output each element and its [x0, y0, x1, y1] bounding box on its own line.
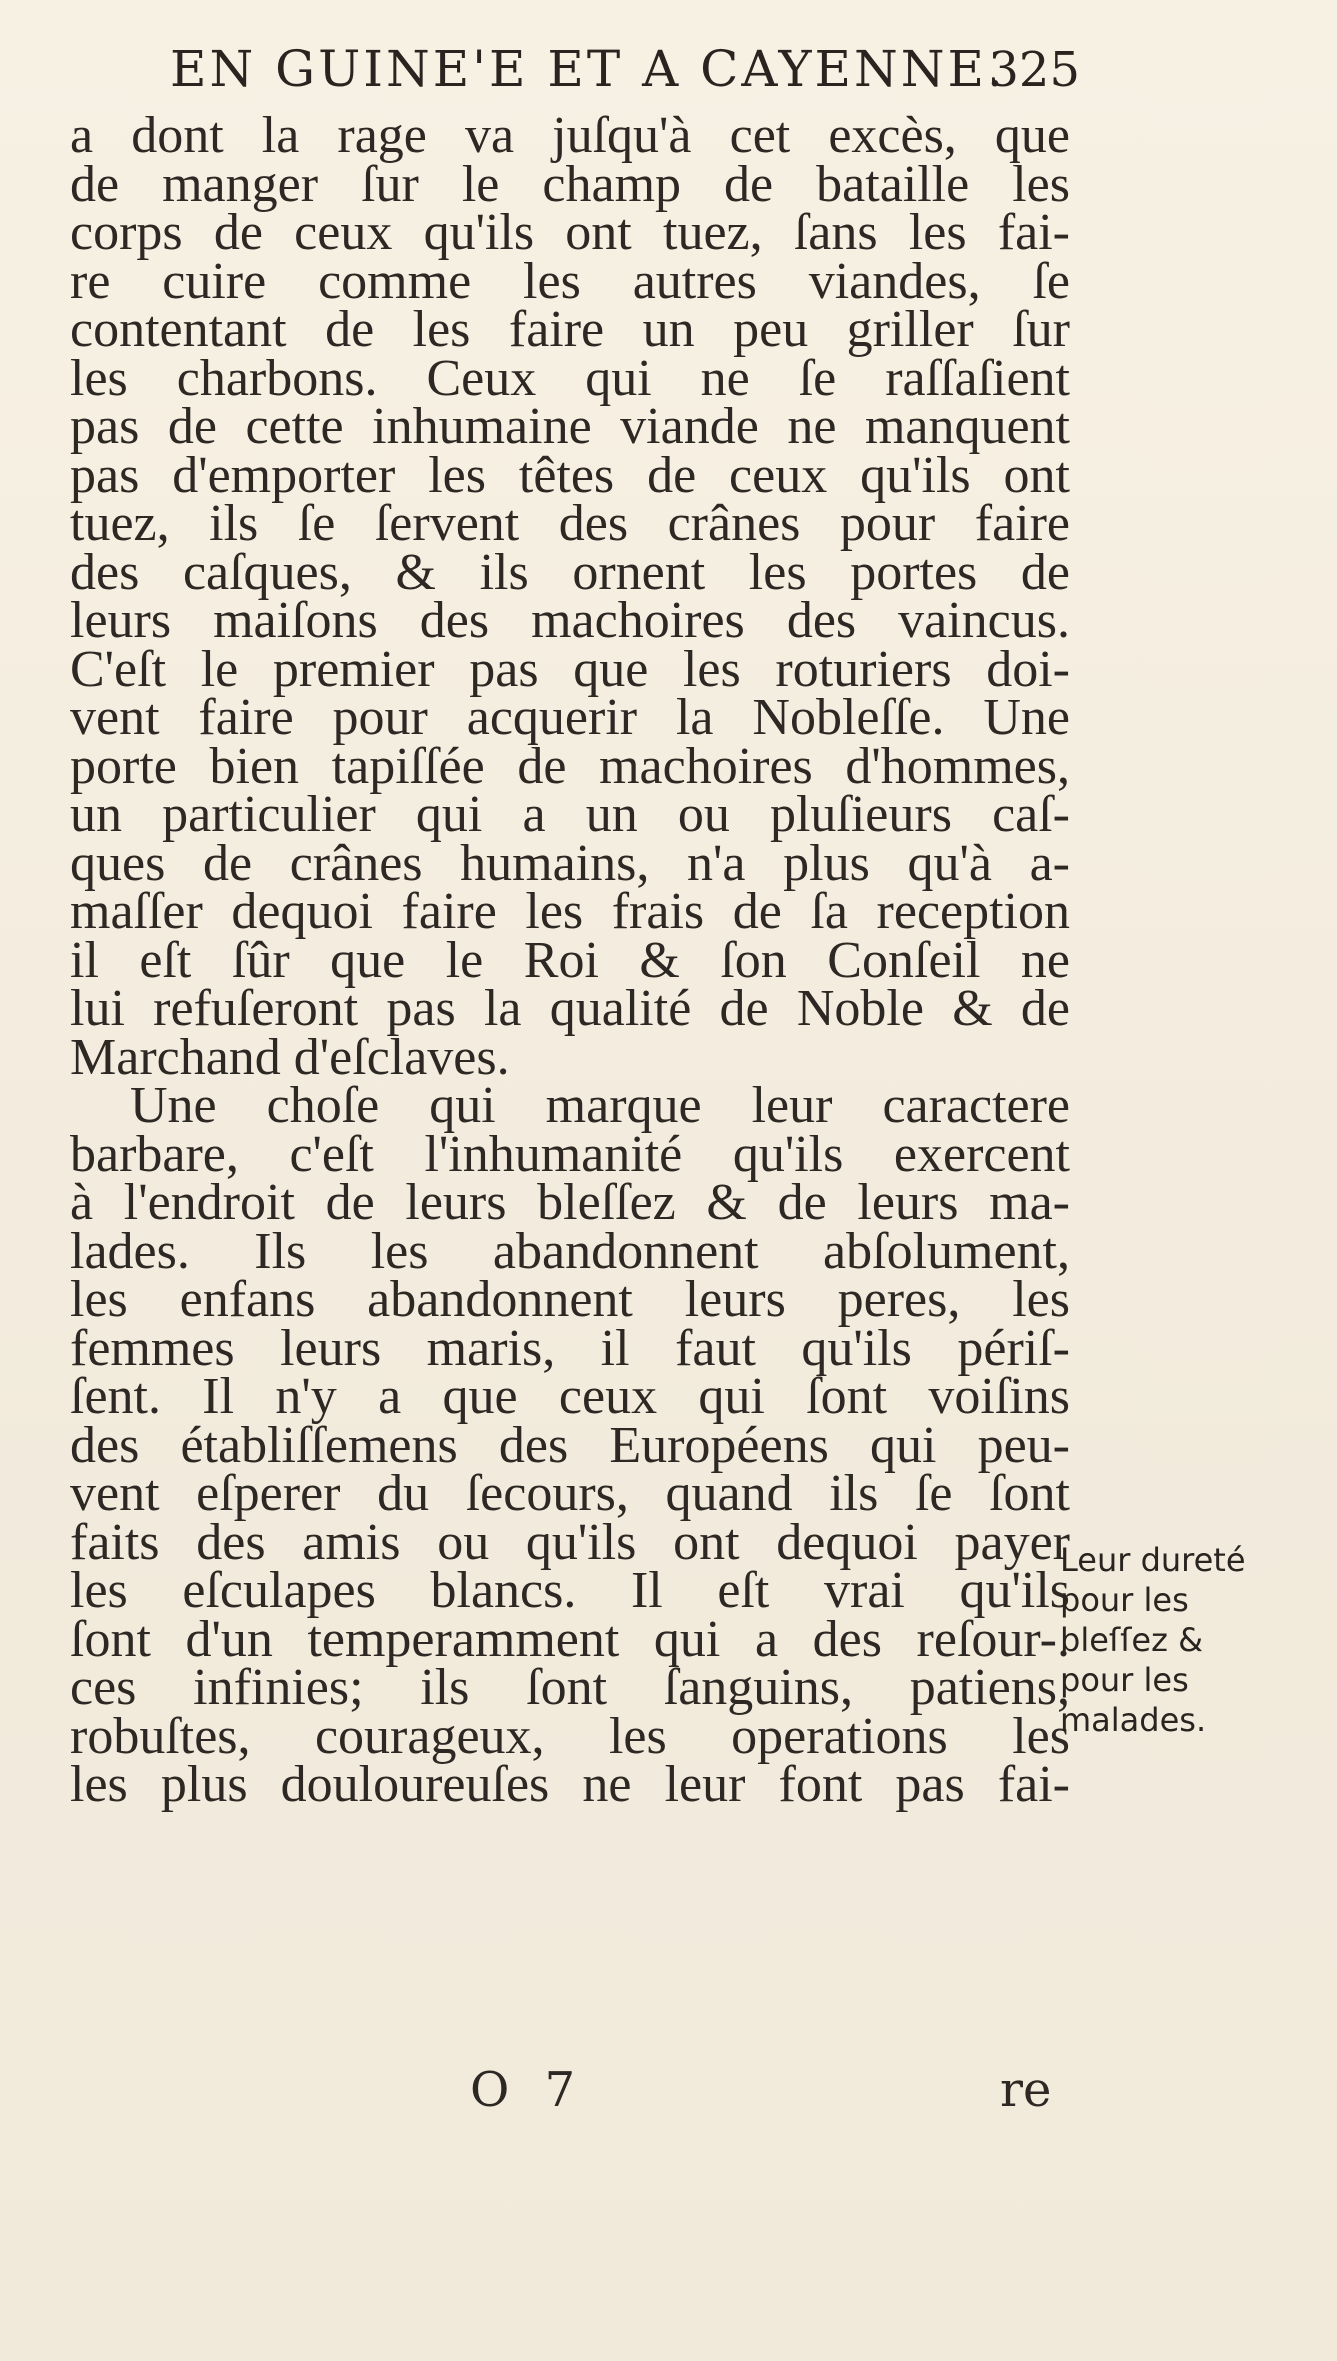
page-header	[150, 28, 1080, 112]
margin-note	[1060, 1540, 1320, 1740]
text-line: ſent. Il n'y a que ceux qui ſont voiſins	[70, 1368, 1070, 1425]
text-line: Marchand d'eſclaves.	[70, 1028, 510, 1086]
text-line: lui refuſeront pas la qualité de Noble & de	[70, 980, 1070, 1037]
text-line: vent faire pour acquerir la Nobleſſe. Une	[70, 689, 1070, 746]
body-text	[70, 107, 1070, 1813]
text-line: vent eſperer du ſecours, quand ils ſe ſont	[70, 1465, 1070, 1522]
text-line: à l'endroit de leurs bleſſez & de leurs ma-	[70, 1174, 1070, 1231]
text-line: tuez, ils ſe ſervent des crânes pour faire	[70, 495, 1070, 552]
text-line: de manger ſur le champ de bataille les	[70, 155, 1070, 213]
text-line: pas de cette inhumaine viande ne manquent	[70, 398, 1070, 455]
text-line: les eſculapes blancs. Il eſt vrai qu'ils	[70, 1562, 1070, 1619]
text-line: il eſt ſûr que le Roi & ſon Conſeil ne	[70, 931, 1070, 989]
margin-note-line: malades.	[1060, 1701, 1207, 1739]
text-line: les plus douloureuſes ne leur font pas fai-	[70, 1756, 1070, 1813]
text-line: C'eſt le premier pas que les roturiers doi-	[70, 640, 1070, 698]
text-line: barbare, c'eſt l'inhumanité qu'ils exercent	[70, 1125, 1070, 1183]
text-line: femmes leurs maris, il faut qu'ils périſ-	[70, 1319, 1070, 1377]
page-number: 325	[988, 42, 1080, 98]
text-line: lades. Ils les abandonnent abſolument,	[70, 1222, 1070, 1280]
margin-note-line: bleſſez &	[1060, 1621, 1204, 1659]
text-line: ques de crânes humains, n'a plus qu'à a-	[70, 834, 1070, 892]
text-line: ſont d'un temperamment qui a des reſour-.	[70, 1610, 1070, 1668]
margin-note-line: pour les	[1060, 1661, 1189, 1699]
text-line: un particulier qui a un ou pluſieurs caſ-	[70, 786, 1070, 843]
text-line: les charbons. Ceux qui ne ſe raſſaſient	[70, 349, 1070, 407]
text-line: pas d'emporter les têtes de ceux qu'ils ont	[70, 446, 1070, 504]
text-line: contentant de les faire un peu griller ſur	[70, 301, 1070, 358]
margin-note-line: pour les	[1060, 1581, 1189, 1619]
text-line: re cuire comme les autres viandes, ſe	[70, 252, 1070, 310]
text-line: faits des amis ou qu'ils ont dequoi payer	[70, 1513, 1070, 1571]
text-line: des caſques, & ils ornent les portes de	[70, 543, 1070, 601]
text-line: corps de ceux qu'ils ont tuez, ſans les fai-	[70, 204, 1070, 261]
running-head: EN GUINE'E ET A CAYENNE.	[170, 40, 1006, 98]
text-line: les enfans abandonnent leurs peres, les	[70, 1271, 1070, 1328]
margin-note-line: Leur dureté	[1060, 1541, 1246, 1579]
catchword: re	[1000, 2062, 1052, 2118]
text-line: a dont la rage va juſqu'à cet excès, que	[70, 107, 1070, 164]
signature-mark: O 7	[470, 2062, 586, 2118]
text-line: ces infinies; ils ſont ſanguins, patiens,	[70, 1659, 1070, 1716]
text-line: leurs maiſons des machoires des vaincus.	[70, 592, 1070, 649]
text-line: Une choſe qui marque leur caractere	[130, 1077, 1070, 1134]
text-line: maſſer dequoi faire les frais de ſa reception	[70, 883, 1070, 940]
text-line: porte bien tapiſſée de machoires d'hommes,	[70, 737, 1070, 795]
text-line: robuſtes, courageux, les operations les	[70, 1707, 1070, 1765]
text-line: des établiſſemens des Européens qui peu-	[70, 1416, 1070, 1474]
